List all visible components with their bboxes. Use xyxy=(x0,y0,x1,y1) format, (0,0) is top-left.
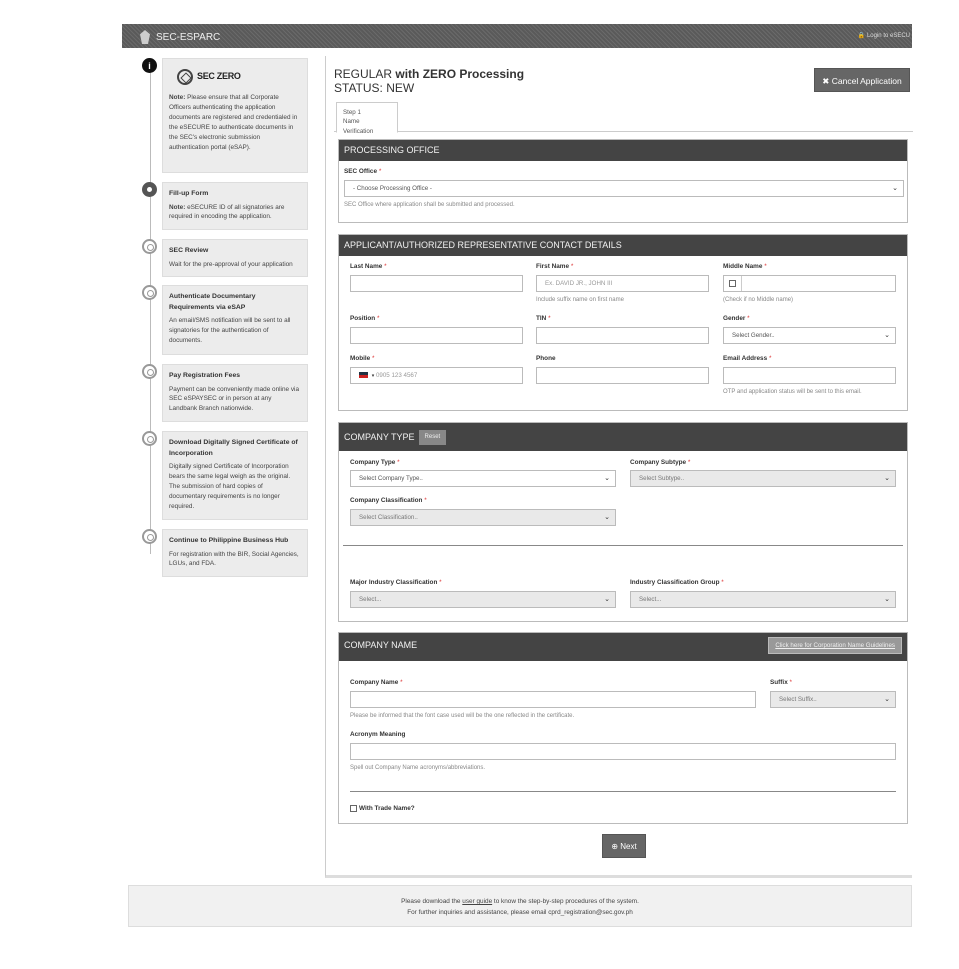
last-name-label: Last Name * xyxy=(350,263,387,270)
step-business-hub: Continue to Philippine Business Hub For registration with the BIR, Social Agencies, LGUs, and FDA. xyxy=(162,529,308,577)
email-label: Email Address * xyxy=(723,355,772,362)
acronym-label: Acronym Meaning xyxy=(350,731,406,738)
steps-timeline-line xyxy=(150,66,151,554)
footer xyxy=(128,885,912,927)
major-industry-label: Major Industry Classification * xyxy=(350,579,442,586)
chevron-down-icon: ⌄ xyxy=(604,475,610,482)
cancel-application-button[interactable]: ✖ Cancel Application xyxy=(814,68,910,92)
company-type-label: Company Type * xyxy=(350,459,400,466)
top-navbar xyxy=(122,24,912,48)
acronym-hint: Spell out Company Name acronyms/abbreviations. xyxy=(350,765,486,771)
industry-group-select[interactable]: Select... ⌄ xyxy=(630,591,896,608)
contact-details-section xyxy=(338,234,908,411)
company-type-section xyxy=(338,422,908,622)
step-pending-icon xyxy=(142,529,157,544)
page-title: REGULAR with ZERO Processing STATUS: NEW xyxy=(334,67,525,95)
step-download-certificate: Download Digitally Signed Certificate of Incorporation Digitally signed Certificate of Incorporation bears the same legal weigh as the original. The submission of hard copies of documentary requirements is no longer required. xyxy=(162,431,308,520)
step-active-icon xyxy=(142,182,157,197)
company-classification-select[interactable]: Select Classification.. ⌄ xyxy=(350,509,616,526)
application-form-panel xyxy=(325,56,912,878)
brand-text: SEC-ESPARC xyxy=(156,31,221,43)
sec-office-hint: SEC Office where application shall be submitted and processed. xyxy=(344,202,515,208)
footer-line-2: For further inquiries and assistance, please email cprd_registration@sec.gov.ph xyxy=(407,908,633,916)
step-tabs xyxy=(334,102,913,135)
step-sec-review: SEC Review Wait for the pre-approval of your application xyxy=(162,239,308,277)
info-note-box xyxy=(162,58,308,173)
step-pending-icon xyxy=(142,431,157,446)
section-header: COMPANY TYPE Reset xyxy=(339,423,907,451)
sec-zero-logo-icon xyxy=(177,69,193,85)
chevron-down-icon: ⌄ xyxy=(884,475,890,482)
sec-logo-icon xyxy=(140,30,150,44)
email-hint: OTP and application status will be sent to this email. xyxy=(723,389,862,395)
first-name-hint: Include suffix name on first name xyxy=(536,297,624,303)
chevron-down-icon: ⌄ xyxy=(604,514,610,521)
company-name-hint: Please be informed that the font case used will be the one reflected in the certificate. xyxy=(350,713,575,719)
first-name-label: First Name * xyxy=(536,263,574,270)
section-header: APPLICANT/AUTHORIZED REPRESENTATIVE CONTACT DETAILS xyxy=(339,235,907,256)
section-header: PROCESSING OFFICE xyxy=(339,140,907,161)
step-pending-icon xyxy=(142,239,157,254)
company-subtype-label: Company Subtype * xyxy=(630,459,691,466)
company-subtype-select[interactable]: Select Subtype.. ⌄ xyxy=(630,470,896,487)
divider xyxy=(741,276,742,291)
user-guide-link[interactable]: user guide xyxy=(462,898,493,905)
sec-office-select[interactable]: - Choose Processing Office - ⌄ xyxy=(344,180,904,197)
footer-line-1: Please download the user guide to know the step-by-step procedures of the system. xyxy=(401,898,639,905)
chevron-down-icon: ⌄ xyxy=(604,596,610,603)
industry-group-label: Industry Classification Group * xyxy=(630,579,724,586)
ph-flag-icon[interactable] xyxy=(359,372,368,378)
first-name-input[interactable]: Ex. DAVID JR., JOHN III xyxy=(536,275,709,292)
gender-select[interactable]: Select Gender.. ⌄ xyxy=(723,327,896,344)
sec-zero-logo-text: SEC ZERO xyxy=(197,71,241,82)
position-input[interactable] xyxy=(350,327,523,344)
tin-input[interactable] xyxy=(536,327,709,344)
gender-label: Gender * xyxy=(723,315,750,322)
chevron-down-icon: ⌄ xyxy=(884,332,890,339)
mobile-input[interactable]: ▾ 0905 123 4567 xyxy=(350,367,523,384)
company-type-select[interactable]: Select Company Type.. ⌄ xyxy=(350,470,616,487)
divider xyxy=(350,791,896,792)
no-middle-name-checkbox[interactable] xyxy=(729,280,736,287)
step-authenticate: Authenticate Documentary Requirements via eSAP An email/SMS notification will be sent to all signatories for the authentication of documents. xyxy=(162,285,308,355)
divider xyxy=(343,545,903,546)
middle-name-input[interactable] xyxy=(723,275,896,292)
company-name-label: Company Name * xyxy=(350,679,403,686)
step-pay-fees: Pay Registration Fees Payment can be conveniently made online via SEC eSPAYSEC or in person at any Landbank Branch nationwide. xyxy=(162,364,308,422)
suffix-label: Suffix * xyxy=(770,679,793,686)
trade-name-label[interactable]: With Trade Name? xyxy=(359,805,415,812)
status-text: STATUS: NEW xyxy=(334,80,415,95)
tab-name-verification[interactable]: Step 1 Name Verification xyxy=(336,102,398,133)
company-classification-label: Company Classification * xyxy=(350,497,427,504)
info-note: Note: Please ensure that all Corporate Officers authenticating the application documents are registered and credentialed in the eSECURE to authenticate documents in the SEC's electronic submission authentication portal (eSAP). xyxy=(169,94,298,151)
step-pending-icon xyxy=(142,285,157,300)
step-fillup-form: Fill-up Form Note: eSECURE ID of all signatories are required in encoding the application. xyxy=(162,182,308,230)
position-label: Position * xyxy=(350,315,380,322)
trade-name-checkbox[interactable] xyxy=(350,805,357,812)
name-guidelines-button[interactable]: Click here for Corporation Name Guidelines xyxy=(768,637,902,654)
middle-name-label: Middle Name * xyxy=(723,263,767,270)
brand[interactable] xyxy=(140,30,220,44)
sec-office-label: SEC Office * xyxy=(344,168,382,175)
phone-input[interactable] xyxy=(536,367,709,384)
chevron-down-icon: ⌄ xyxy=(892,185,898,192)
major-industry-select[interactable]: Select... ⌄ xyxy=(350,591,616,608)
company-name-input[interactable] xyxy=(350,691,756,708)
acronym-input[interactable] xyxy=(350,743,896,760)
phone-label: Phone xyxy=(536,355,556,362)
chevron-down-icon: ⌄ xyxy=(884,596,890,603)
steps-sidebar xyxy=(122,48,320,880)
middle-name-hint: (Check if no Middle name) xyxy=(723,297,794,303)
section-header: COMPANY NAME Click here for Corporation Name Guidelines xyxy=(339,633,907,661)
reset-button[interactable]: Reset xyxy=(419,430,447,445)
email-input[interactable] xyxy=(723,367,896,384)
suffix-select[interactable]: Select Suffix.. ⌄ xyxy=(770,691,896,708)
company-name-section xyxy=(338,632,908,824)
chevron-down-icon: ▾ xyxy=(371,373,375,379)
chevron-down-icon: ⌄ xyxy=(884,696,890,703)
last-name-input[interactable] xyxy=(350,275,523,292)
next-button[interactable]: ⊕ Next xyxy=(602,834,646,858)
sec-zero-logo xyxy=(177,69,301,85)
mobile-label: Mobile * xyxy=(350,355,375,362)
tin-label: TIN * xyxy=(536,315,551,322)
processing-office-section xyxy=(338,139,908,223)
step-pending-icon xyxy=(142,364,157,379)
info-icon: i xyxy=(142,58,157,73)
login-link[interactable]: 🔒 Login to eSECU xyxy=(857,33,910,39)
